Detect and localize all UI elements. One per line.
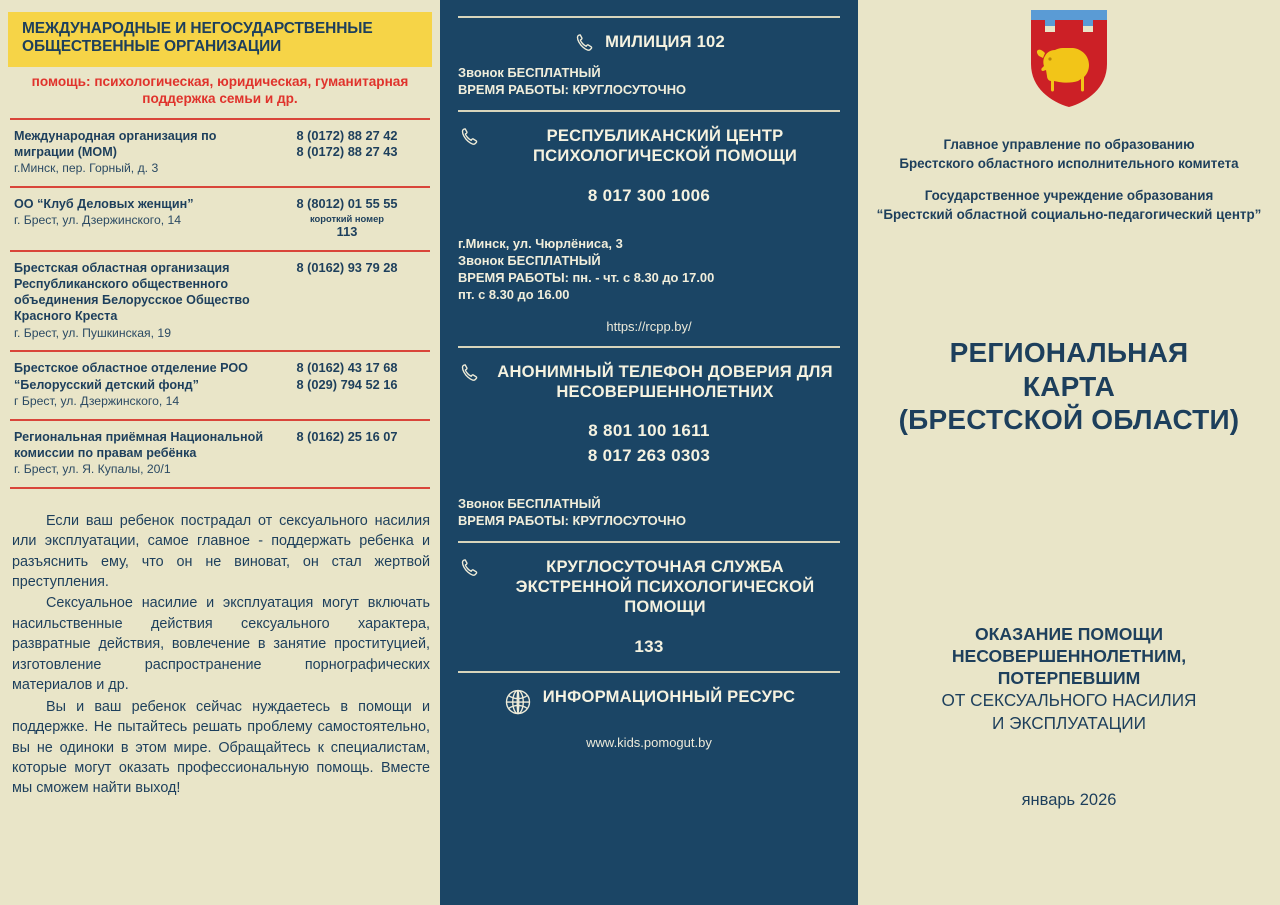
org-line-2: Брестского областного исполнительного комитета bbox=[899, 155, 1239, 171]
organization-name: Брестская областная организация Республиканского общественного объединения Белорусское Общество Красного Креста bbox=[14, 261, 250, 324]
hotline-title: ИНФОРМАЦИОННЫЙ РЕСУРС bbox=[542, 687, 796, 707]
organization-details bbox=[10, 429, 270, 478]
title-line-1: РЕГИОНАЛЬНАЯ bbox=[949, 337, 1189, 368]
organization-name: Брестское областное отделение РОО “Белорусский детский фонд” bbox=[14, 361, 248, 392]
hotline-header bbox=[458, 557, 840, 617]
hotline-number[interactable]: 133 bbox=[634, 636, 664, 656]
hotline-info-line: ВРЕМЯ РАБОТЫ: пн. - чт. с 8.30 до 17.00 bbox=[458, 269, 715, 285]
subtitle-line-4: ОТ СЕКСУАЛЬНОГО НАСИЛИЯ bbox=[941, 690, 1197, 711]
advice-paragraph: Сексуальное насилие и эксплуатация могут включать насильственные действия сексуального характера, развратные действия, вовлечение в занятие проституцией, изготовление распространение порнографических материалов и др. bbox=[12, 595, 430, 694]
organization-name: Региональная приёмная Национальной комиссии по правам ребёнка bbox=[14, 429, 264, 460]
page-subtitle bbox=[872, 623, 1266, 735]
hotline-info-line: ВРЕМЯ РАБОТЫ: КРУГЛОСУТОЧНО bbox=[458, 512, 687, 528]
organization-row bbox=[10, 120, 430, 188]
right-panel bbox=[858, 0, 1280, 905]
phone-icon bbox=[573, 32, 595, 54]
organization-name: Международная организация по миграции (МОМ) bbox=[14, 128, 217, 159]
hotline-block bbox=[458, 18, 840, 110]
subtitle-line-1: ОКАЗАНИЕ ПОМОЩИ bbox=[974, 623, 1164, 644]
organization-row bbox=[10, 252, 430, 352]
hotline-header bbox=[458, 32, 840, 54]
organization-phones[interactable] bbox=[270, 260, 430, 277]
ngo-banner-subtitle: помощь: психологическая, юридическая, гуманитарная поддержка семьи и др. bbox=[31, 73, 409, 106]
organization-details bbox=[10, 260, 270, 341]
left-panel bbox=[0, 0, 440, 905]
hotline-block bbox=[458, 543, 840, 671]
spacer bbox=[458, 209, 840, 235]
hotline-info-line: ВРЕМЯ РАБОТЫ: КРУГЛОСУТОЧНО bbox=[458, 82, 687, 98]
spacer bbox=[458, 719, 840, 735]
phone-number[interactable]: 8 (8012) 01 55 55 bbox=[296, 195, 398, 211]
short-number-label: короткий номер bbox=[309, 212, 385, 224]
phone-number[interactable]: 8 (0172) 88 27 43 bbox=[296, 144, 398, 160]
phone-number[interactable]: 8 (029) 794 52 16 bbox=[296, 377, 398, 393]
subtitle-line-2: НЕСОВЕРШЕННОЛЕТНИМ, bbox=[951, 645, 1187, 666]
title-line-3: (БРЕСТСКОЙ ОБЛАСТИ) bbox=[898, 404, 1240, 436]
spacer bbox=[458, 403, 840, 419]
spacer bbox=[458, 619, 840, 635]
hotline-header bbox=[458, 687, 840, 717]
hotline-block bbox=[458, 112, 840, 346]
organization-address: г. Брест, ул. Я. Купалы, 20/1 bbox=[14, 461, 171, 476]
phone-number[interactable]: 8 (0162) 25 16 07 bbox=[296, 428, 398, 444]
hotline-header bbox=[458, 126, 840, 166]
organization-row bbox=[10, 421, 430, 489]
spacer bbox=[458, 303, 840, 319]
organization-row bbox=[10, 188, 430, 253]
hotline-number[interactable]: 8 017 263 0303 bbox=[587, 446, 711, 466]
phone-icon bbox=[458, 557, 480, 579]
short-number[interactable]: 113 bbox=[336, 224, 358, 240]
spacer bbox=[458, 56, 840, 64]
phone-number[interactable]: 8 (0172) 88 27 42 bbox=[296, 127, 398, 143]
organization-address: г Брест, ул. Дзержинского, 14 bbox=[14, 393, 180, 408]
hotline-url[interactable]: https://rcpp.by/ bbox=[606, 318, 692, 334]
phone-icon bbox=[458, 362, 480, 384]
hotline-block bbox=[458, 348, 840, 541]
subtitle-line-5: И ЭКСПЛУАТАЦИИ bbox=[991, 712, 1147, 733]
hotline-panel bbox=[440, 0, 858, 905]
organization-details bbox=[10, 360, 270, 409]
org-line-1: Главное управление по образованию bbox=[943, 137, 1195, 152]
organization-phones[interactable] bbox=[270, 196, 430, 242]
org-line-3: Государственное учреждение образования bbox=[924, 188, 1214, 203]
phone-number[interactable]: 8 (0162) 43 17 68 bbox=[296, 360, 398, 376]
advice-text bbox=[12, 511, 430, 799]
organization-details bbox=[10, 128, 270, 177]
phone-number[interactable]: 8 (0162) 93 79 28 bbox=[296, 260, 398, 276]
organization-address: г. Брест, ул. Дзержинского, 14 bbox=[14, 212, 182, 227]
hotline-title: РЕСПУБЛИКАНСКИЙ ЦЕНТР ПСИХОЛОГИЧЕСКОЙ ПОМОЩИ bbox=[533, 126, 797, 165]
hotline-info-line: Звонок БЕСПЛАТНЫЙ bbox=[458, 252, 601, 268]
organization-phones[interactable] bbox=[270, 128, 430, 162]
spacer bbox=[458, 469, 840, 495]
globe-icon bbox=[503, 687, 533, 717]
hotline-info bbox=[458, 495, 840, 529]
publication-date: январь 2026 bbox=[1021, 790, 1117, 809]
organization-address: г. Брест, ул. Пушкинская, 19 bbox=[14, 325, 171, 340]
hotline-number[interactable]: 8 801 100 1611 bbox=[588, 421, 710, 441]
spacer bbox=[458, 168, 840, 184]
hotline-title: АНОНИМНЫЙ ТЕЛЕФОН ДОВЕРИЯ ДЛЯ НЕСОВЕРШЕННОЛЕТНИХ bbox=[497, 361, 833, 401]
organization-phones[interactable] bbox=[270, 429, 430, 446]
phone-icon bbox=[458, 126, 480, 148]
hotline-header bbox=[458, 362, 840, 402]
advice-paragraph: Если ваш ребенок пострадал от сексуального насилия или эксплуатации, самое главное - поддержать ребенка и разъяснить ему, что он не виноват, он стал жертвой преступления. bbox=[12, 512, 430, 590]
org-gap bbox=[872, 173, 1266, 187]
hotline-title: МИЛИЦИЯ 102 bbox=[605, 32, 725, 51]
organizations-table bbox=[10, 120, 430, 489]
hotline-title: КРУГЛОСУТОЧНАЯ СЛУЖБА ЭКСТРЕННОЙ ПСИХОЛОГИЧЕСКОЙ ПОМОЩИ bbox=[515, 556, 815, 616]
organization-details bbox=[10, 196, 270, 229]
subtitle-line-3: ПОТЕРПЕВШИМ bbox=[997, 668, 1141, 689]
advice-paragraph: Вы и ваш ребенок сейчас нуждаетесь в помощи и поддержке. Не пытайтесь решать проблему самостоятельно, вы не одиноки в этом мире. Обращайтесь к специалистам, которые могут оказать профессиональную помощь. Вместе мы сможем найти выход! bbox=[12, 698, 430, 797]
page-title bbox=[872, 336, 1266, 437]
hotline-block bbox=[458, 673, 840, 762]
hotline-info bbox=[458, 235, 840, 303]
organization-name: ОО “Клуб Деловых женщин” bbox=[14, 196, 194, 211]
hotline-info-line: Звонок БЕСПЛАТНЫЙ bbox=[458, 495, 601, 511]
organization-address: г.Минск, пер. Горный, д. 3 bbox=[14, 160, 159, 175]
title-line-2: КАРТА bbox=[1022, 370, 1116, 402]
issuing-organization bbox=[872, 136, 1266, 224]
hotline-info-line: пт. с 8.30 до 16.00 bbox=[458, 286, 570, 302]
hotline-info-line: г.Минск, ул. Чюрлёниса, 3 bbox=[458, 235, 623, 251]
hotline-number[interactable]: 8 017 300 1006 bbox=[587, 185, 711, 205]
ngo-banner-title: МЕЖДУНАРОДНЫЕ И НЕГОСУДАРСТВЕННЫЕ ОБЩЕСТВЕННЫЕ ОРГАНИЗАЦИИ bbox=[8, 12, 432, 67]
organization-row bbox=[10, 352, 430, 420]
org-line-4: “Брестский областной социально-педагогический центр” bbox=[876, 206, 1262, 222]
hotline-info-line: Звонок БЕСПЛАТНЫЙ bbox=[458, 65, 601, 80]
hotline-info bbox=[458, 64, 840, 98]
brest-region-crest-icon bbox=[1025, 6, 1113, 110]
organization-phones[interactable] bbox=[270, 360, 430, 394]
hotline-url[interactable]: www.kids.pomogut.by bbox=[586, 735, 712, 751]
